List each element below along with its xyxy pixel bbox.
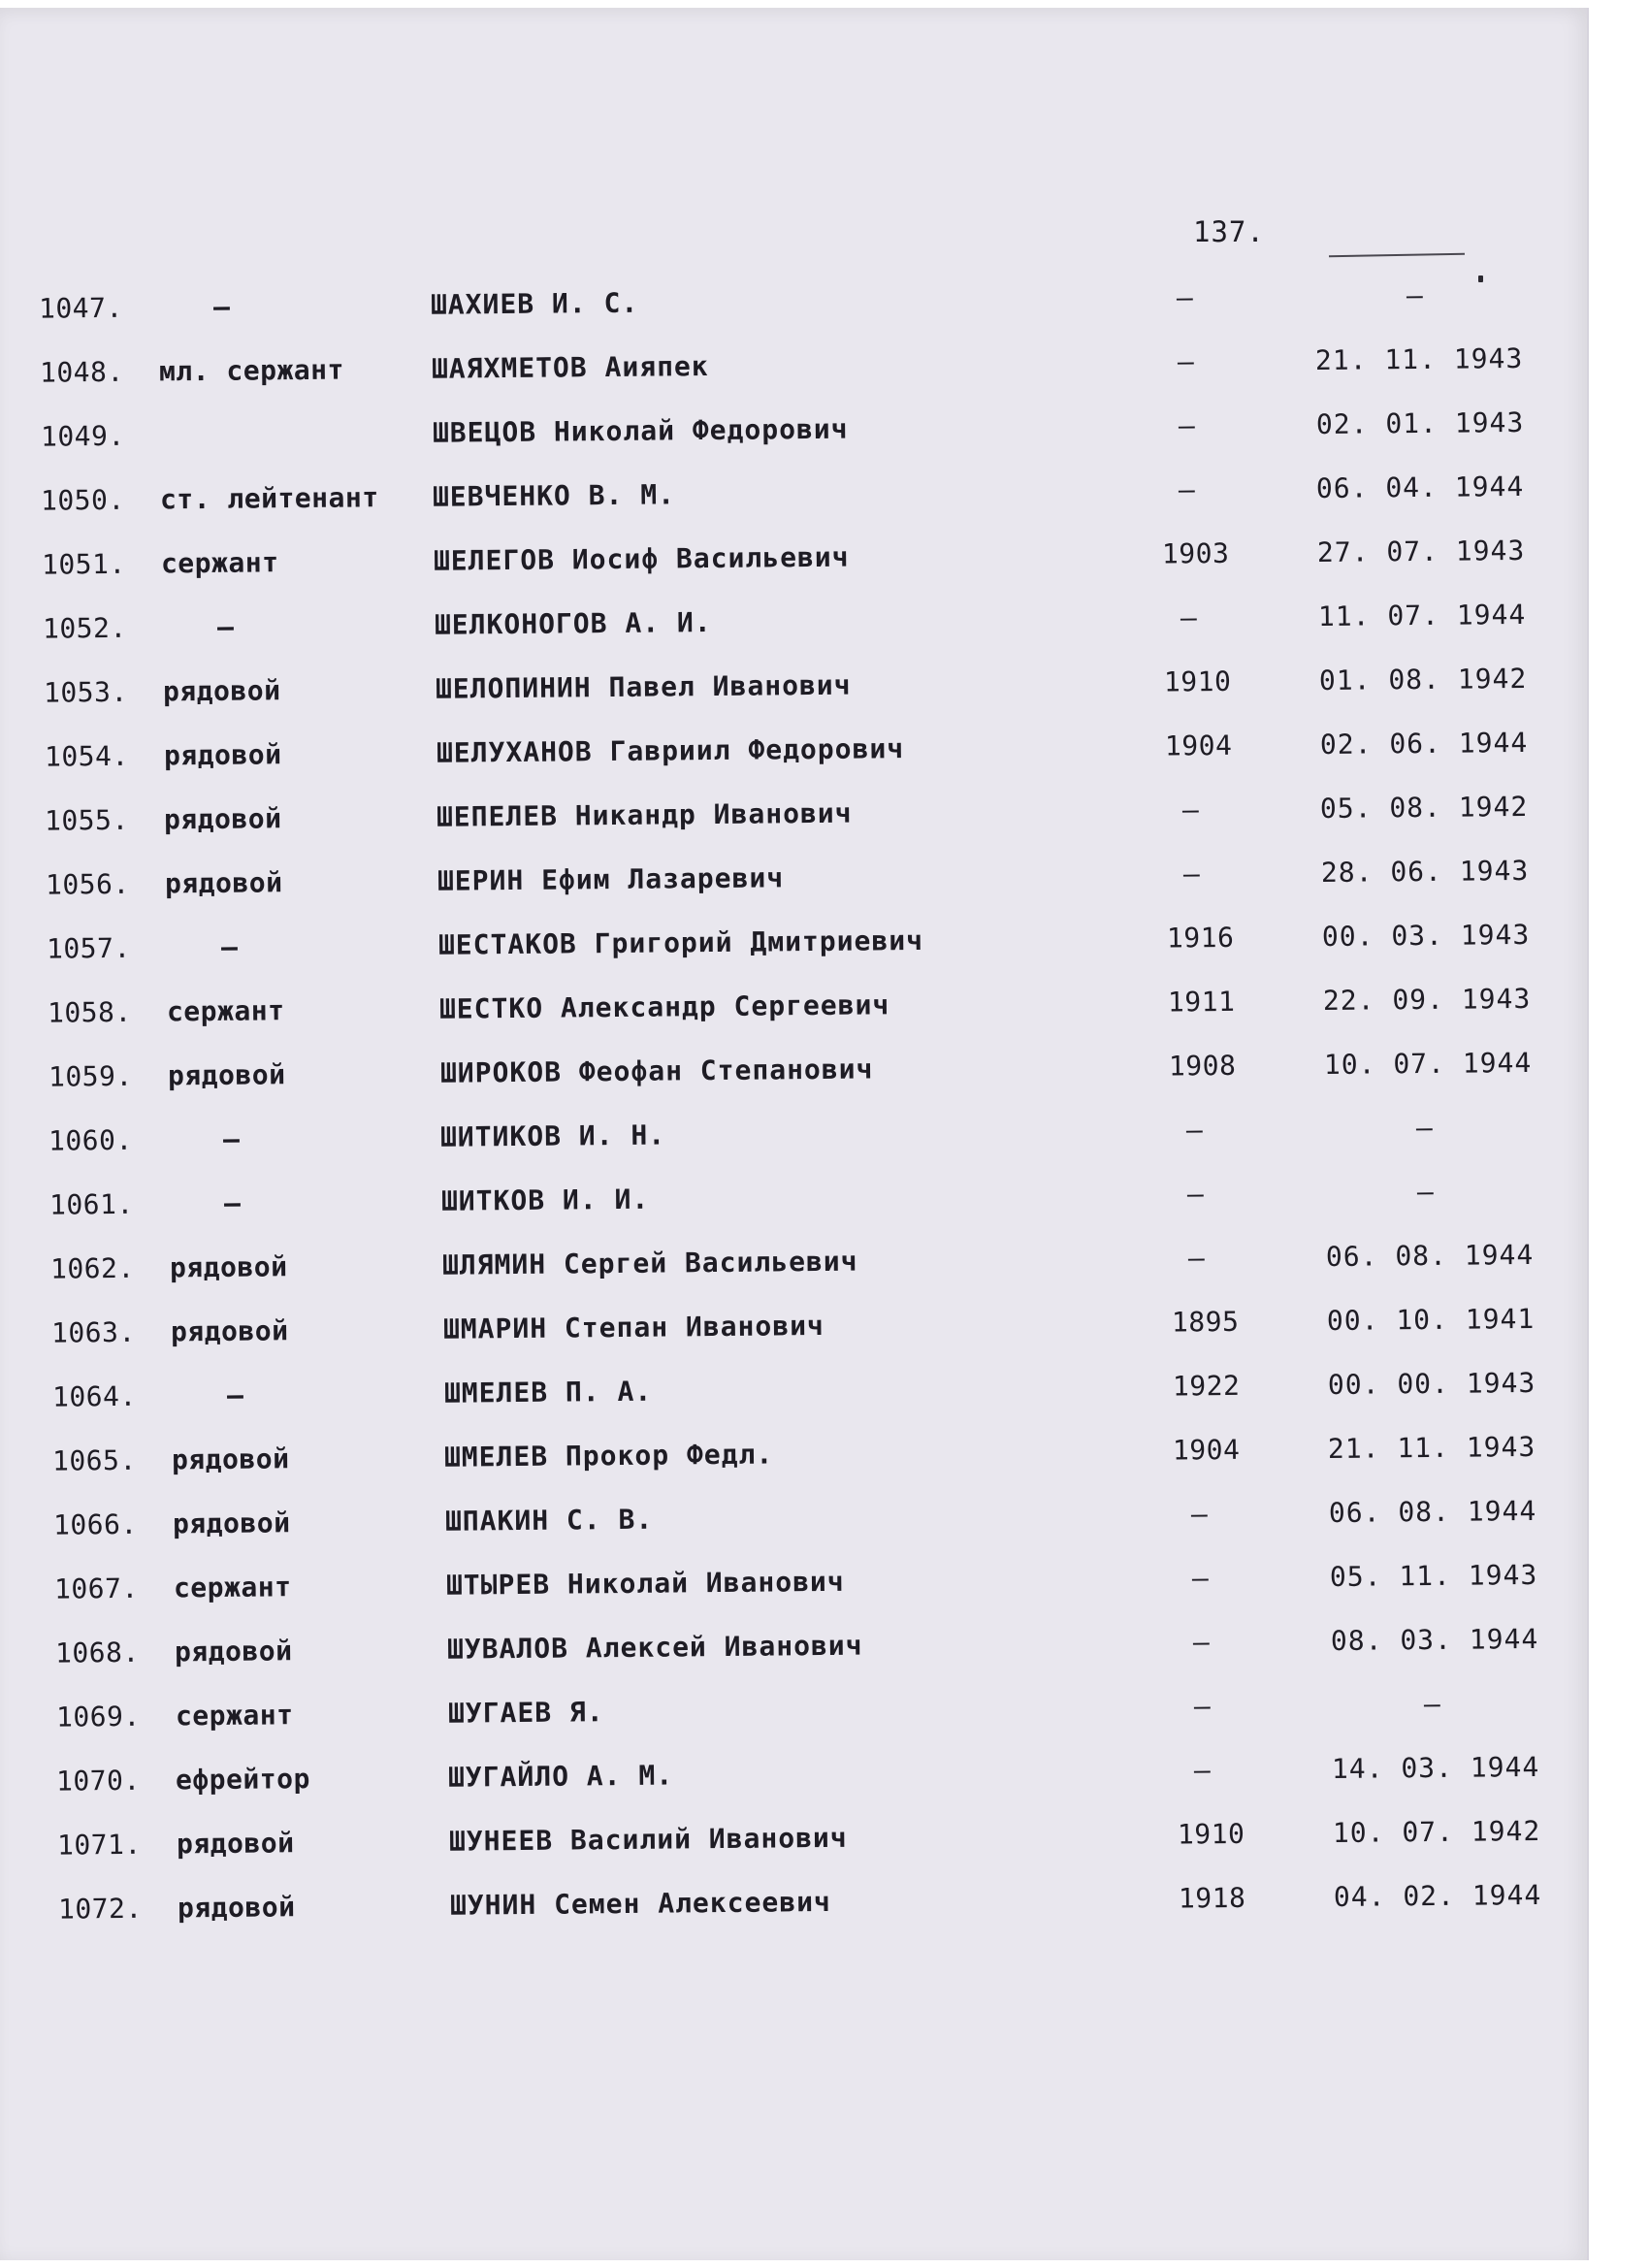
record-rank: рядовой [174,1635,293,1669]
record-name: ШМЕЛЕВ П. А. [443,1375,653,1409]
record-num: 1053. [43,675,128,709]
record-rank: рядовой [172,1507,291,1540]
record-name: ШЕВЧЕНКО В. М. [432,478,676,513]
record-row [10,1107,1562,1162]
record-rank: рядовой [163,802,282,836]
record-date: 28. 06. 1943 [1320,854,1530,889]
record-num: 1069. [55,1700,141,1733]
record-num: 1052. [42,611,127,645]
record-rank: рядовой [167,1058,286,1092]
record-date: 06. 04. 1944 [1315,470,1525,504]
record-year: 1916 [1166,921,1235,955]
record-row [17,1683,1569,1738]
record-date: 02. 06. 1944 [1319,726,1529,761]
record-year: – [1193,1690,1212,1723]
record-date: 10. 07. 1942 [1332,1814,1541,1849]
record-num: 1062. [49,1251,135,1285]
record-row [10,1043,1562,1098]
record-rank: сержант [175,1699,294,1733]
record-name: ШЕПЕЛЕВ Никандр Иванович [436,796,853,833]
record-year: – [1182,858,1201,891]
record-name: ШИТКОВ И. И. [440,1183,650,1217]
record-date: 00. 10. 1941 [1326,1302,1536,1337]
record-year: 1910 [1163,664,1232,698]
record-date: 05. 11. 1943 [1329,1558,1538,1593]
record-year: – [1180,601,1198,634]
record-year: – [1186,1178,1205,1211]
record-rank: ефрейтор [175,1763,310,1797]
record-name: ШЕРИН Ефим Лазаревич [436,861,785,897]
record-name: ШУВАЛОВ Алексей Иванович [446,1629,863,1666]
record-name: ШИТИКОВ И. Н. [439,1118,666,1153]
record-num: 1064. [51,1379,137,1413]
record-rank: – [212,290,231,323]
records-list [0,278,1587,1977]
record-date: 00. 00. 1943 [1327,1366,1536,1401]
record-date: 02. 01. 1943 [1315,405,1525,440]
record-num: 1050. [40,483,125,517]
record-date: 11. 07. 1944 [1317,598,1527,632]
record-date: 14. 03. 1944 [1331,1750,1540,1785]
record-year: 1908 [1168,1049,1237,1083]
record-date: 06. 08. 1944 [1328,1494,1537,1529]
record-rank: рядовой [169,1250,288,1284]
record-name: ШУГАЕВ Я. [447,1696,604,1730]
record-num: 1071. [56,1828,142,1862]
record-rank: сержант [173,1571,292,1604]
record-name: ШАХИЕВ И. С. [430,286,639,321]
record-year: – [1192,1626,1211,1659]
record-name: ШЕЛЕГОВ Иосиф Васильевич [433,540,850,577]
record-name: ШУНИН Семен Алексеевич [449,1885,831,1922]
record-num: 1054. [44,739,129,773]
record-date: – [1415,1111,1434,1145]
record-year: – [1193,1754,1212,1787]
record-row [13,1299,1565,1354]
record-name: ШИРОКОВ Феофан Степанович [439,1053,874,1089]
record-date: 05. 08. 1942 [1319,790,1529,825]
record-rank: рядовой [176,1827,295,1861]
record-name: ШТЫРЕВ Николай Иванович [445,1565,845,1602]
record-rank: рядовой [171,1442,290,1476]
record-num: 1067. [53,1571,139,1605]
record-num: 1066. [52,1507,138,1541]
record-name: ШМАРИН Степан Иванович [442,1309,824,1345]
record-num: 1055. [44,803,129,837]
record-num: 1051. [41,547,126,581]
record-rank: сержант [166,994,285,1028]
record-name: ШЕЛУХАНОВ Гавриил Федорович [436,732,905,769]
record-year: 1895 [1171,1305,1240,1339]
record-date: 22. 09. 1943 [1322,982,1532,1017]
record-rank: – [223,1186,242,1219]
record-row [3,531,1555,586]
record-num: 1047. [38,291,123,325]
record-row [9,979,1561,1034]
record-num: 1070. [55,1764,141,1798]
record-rank: ст. лейтенант [159,481,379,516]
record-year: – [1177,345,1195,378]
record-row [4,595,1556,650]
record-num: 1059. [48,1059,133,1093]
record-year: – [1191,1562,1210,1595]
record-name: ШЕЛОПИНИН Павел Иванович [435,668,852,705]
record-row [0,275,1552,330]
document-page [0,8,1589,2260]
record-rank: рядовой [163,738,282,772]
record-rank: рядовой [162,674,281,708]
record-name: ШПАКИН С. В. [444,1503,654,1538]
record-rank: рядовой [164,866,283,900]
record-date: 01. 08. 1942 [1318,662,1528,697]
record-num: 1060. [48,1123,133,1157]
record-row [19,1875,1571,1930]
record-date: – [1416,1175,1435,1209]
record-date: 06. 08. 1944 [1325,1238,1535,1273]
record-rank: – [220,930,239,963]
record-row [17,1747,1569,1802]
corner-mark [1329,253,1465,257]
record-date: – [1406,278,1424,312]
record-year: – [1187,1242,1206,1275]
record-name: ШЛЯМИН Сергей Васильевич [441,1245,858,1281]
record-row [18,1811,1570,1866]
record-num: 1063. [50,1315,136,1349]
record-row [8,915,1560,970]
record-year: 1903 [1161,536,1230,570]
record-year: 1910 [1177,1817,1245,1851]
record-name: ШУНЕЕВ Василий Иванович [448,1821,848,1858]
record-date: – [1423,1687,1441,1721]
record-date: 00. 03. 1943 [1321,918,1531,953]
record-row [2,403,1554,458]
record-year: – [1178,409,1196,442]
record-date: 04. 02. 1944 [1333,1878,1542,1913]
record-name: ШМЕЛЕВ Прокор Федл. [443,1438,774,1474]
record-row [5,659,1557,714]
record-year: – [1178,473,1196,506]
record-row [16,1555,1568,1610]
record-num: 1072. [57,1892,143,1926]
record-date: 08. 03. 1944 [1330,1622,1539,1657]
record-year: – [1181,794,1200,826]
record-year: 1922 [1172,1369,1241,1403]
record-name: ШЕСТКО Александр Сергеевич [438,988,890,1025]
record-num: 1061. [48,1187,134,1221]
record-year: – [1190,1498,1209,1531]
record-num: 1057. [46,931,131,965]
record-row [14,1363,1566,1418]
record-num: 1068. [54,1636,140,1669]
record-row [14,1427,1566,1482]
record-rank: – [222,1122,241,1155]
record-row [12,1235,1564,1290]
record-rank: сержант [160,546,279,580]
record-date: 21. 11. 1943 [1314,341,1524,376]
record-num: 1049. [40,419,125,453]
record-name: ШЕЛКОНОГОВ А. И. [434,605,712,641]
record-name: ШЕСТАКОВ Григорий Дмитриевич [437,923,924,961]
page-number: 137. [1193,215,1265,248]
record-date: 10. 07. 1944 [1323,1046,1533,1081]
record-year: 1918 [1178,1881,1246,1915]
record-row [15,1491,1567,1546]
record-num: 1048. [39,355,124,389]
record-rank: – [216,610,235,643]
record-rank: мл. сержант [158,353,345,388]
record-year: – [1176,281,1194,314]
record-row [7,851,1559,906]
record-name: ШВЕЦОВ Николай Федорович [432,412,849,449]
record-rank: – [226,1378,244,1411]
record-num: 1058. [47,995,132,1029]
record-row [11,1171,1563,1226]
record-date: 27. 07. 1943 [1316,534,1526,568]
record-year: 1911 [1167,985,1236,1019]
record-name: ШАЯХМЕТОВ Аияпек [431,349,709,385]
record-year: 1904 [1172,1433,1241,1467]
record-row [6,787,1558,842]
record-row [16,1619,1568,1674]
record-num: 1065. [51,1443,137,1477]
record-year: – [1185,1114,1204,1147]
record-rank: рядовой [177,1891,296,1925]
record-year: 1904 [1164,729,1233,762]
record-num: 1056. [45,867,130,901]
record-rank: рядовой [170,1314,289,1348]
record-row [1,339,1553,394]
record-row [2,467,1554,522]
record-date: 21. 11. 1943 [1327,1430,1536,1465]
record-row [6,723,1558,778]
record-name: ШУГАЙЛО А. М. [447,1759,674,1794]
